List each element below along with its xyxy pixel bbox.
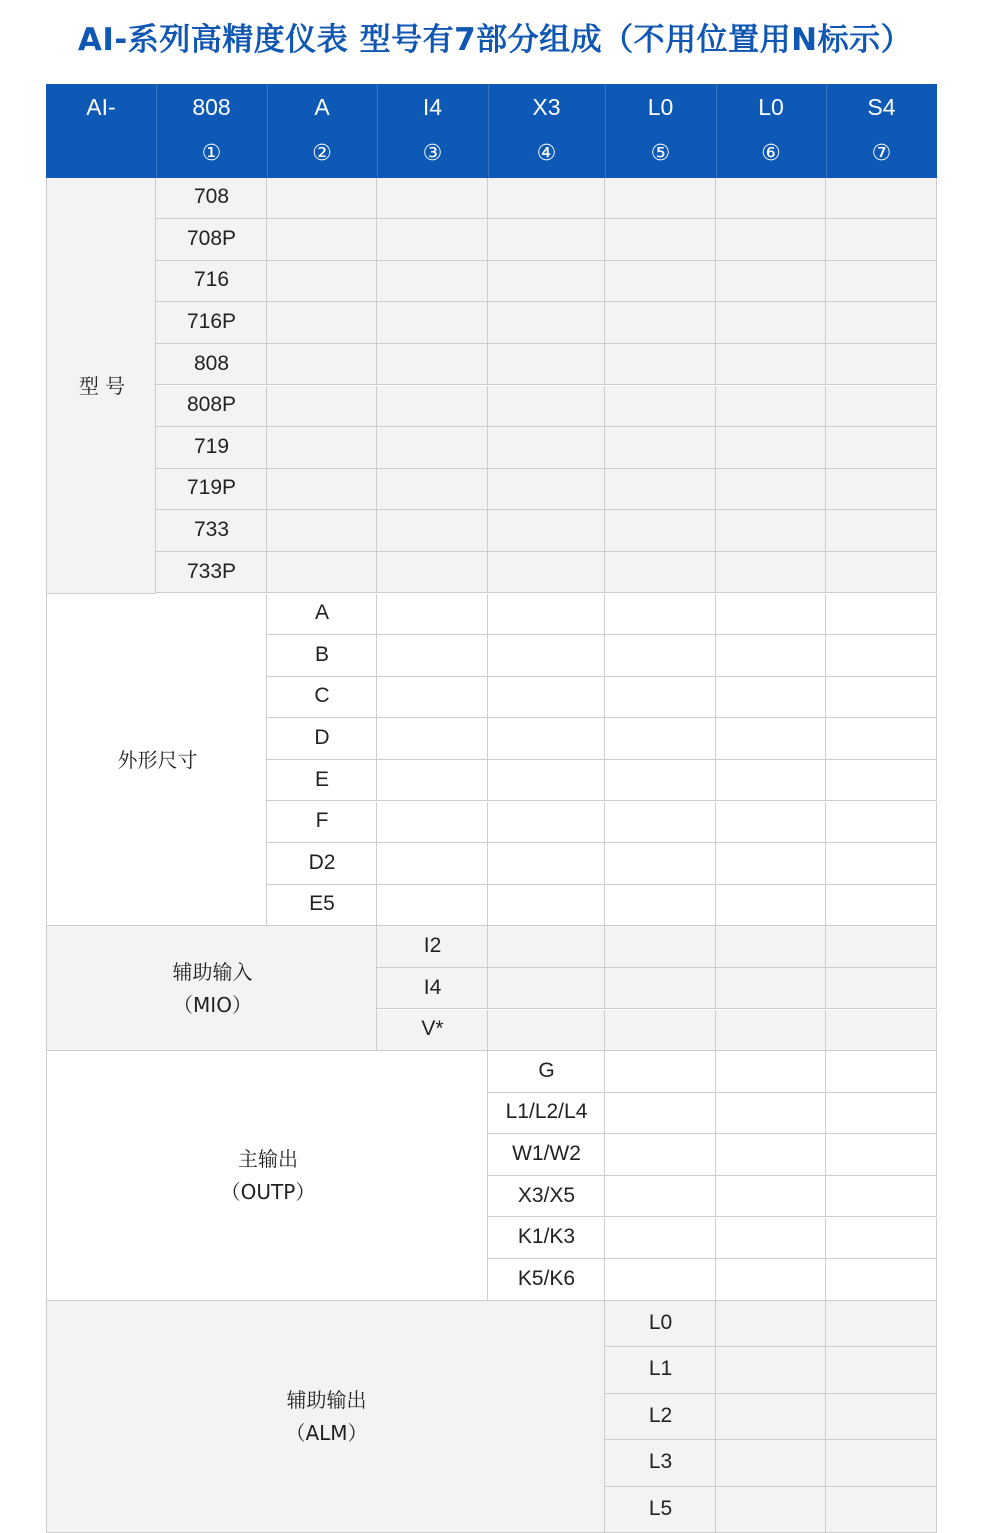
empty-cell: [267, 344, 377, 386]
empty-cell: [488, 344, 605, 386]
empty-cell: [826, 885, 937, 927]
empty-cell: [488, 302, 605, 344]
empty-cell: [267, 219, 377, 261]
empty-cell: [826, 552, 937, 594]
empty-cell: [377, 843, 488, 885]
empty-cell: [605, 178, 716, 220]
empty-cell: [377, 677, 488, 719]
empty-cell: [488, 635, 605, 677]
option-code-size: C: [314, 684, 330, 708]
group-label-line: （ALM）: [285, 1420, 368, 1445]
empty-cell: [826, 926, 937, 968]
option-code-model: 716P: [186, 310, 237, 334]
empty-cell: [826, 1487, 937, 1533]
header-position-5: ⑤: [650, 141, 671, 166]
group-label-line: 主输出: [238, 1146, 298, 1171]
code-cell: [377, 1010, 488, 1052]
empty-cell: [488, 594, 605, 636]
header-value-3: I4: [422, 94, 443, 120]
option-code-model: 708: [193, 185, 230, 209]
empty-cell: [605, 427, 716, 469]
empty-cell: [716, 552, 826, 594]
code-cell: [267, 677, 377, 719]
empty-cell: [826, 344, 937, 386]
empty-cell: [716, 677, 826, 719]
empty-cell: [826, 1218, 937, 1260]
empty-cell: [488, 469, 605, 511]
group-label-text: [47, 1143, 489, 1209]
header-position-1: ①: [201, 141, 222, 166]
empty-cell: [267, 510, 377, 552]
empty-cell: [377, 302, 488, 344]
empty-cell: [605, 510, 716, 552]
code-cell: [156, 302, 267, 344]
empty-cell: [377, 802, 488, 844]
empty-cell: [488, 885, 605, 927]
empty-cell: [605, 1134, 716, 1176]
empty-cell: [826, 302, 937, 344]
empty-cell: [826, 1347, 937, 1394]
empty-cell: [377, 760, 488, 802]
empty-cell: [826, 1176, 937, 1218]
group-label-mio: [46, 926, 377, 1051]
empty-cell: [716, 1010, 826, 1052]
empty-cell: [605, 594, 716, 636]
header-position-7: ⑦: [871, 141, 892, 166]
empty-cell: [605, 386, 716, 428]
option-code-size: A: [314, 601, 329, 625]
header-value-4: X3: [532, 94, 561, 120]
empty-cell: [826, 1093, 937, 1135]
empty-cell: [826, 968, 937, 1010]
empty-cell: [605, 469, 716, 511]
empty-cell: [377, 344, 488, 386]
code-cell: [267, 635, 377, 677]
code-cell: [156, 386, 267, 428]
empty-cell: [826, 427, 937, 469]
empty-cell: [488, 261, 605, 303]
empty-cell: [716, 1176, 826, 1218]
group-label-line: 辅助输入: [172, 959, 253, 984]
option-code-size: D2: [308, 850, 336, 874]
empty-cell: [826, 1010, 937, 1052]
group-label-text: [47, 1384, 606, 1450]
empty-cell: [716, 968, 826, 1010]
empty-cell: [826, 1259, 937, 1301]
empty-cell: [716, 843, 826, 885]
empty-cell: [826, 594, 937, 636]
option-code-alm: L2: [648, 1403, 673, 1427]
empty-cell: [488, 677, 605, 719]
header-prefix: AI-: [86, 94, 116, 120]
code-cell: [488, 1051, 605, 1093]
group-label-text: 外形尺寸: [117, 747, 198, 772]
code-cell: [267, 802, 377, 844]
code-cell: [488, 1218, 605, 1260]
code-cell: [377, 968, 488, 1010]
empty-cell: [716, 926, 826, 968]
option-code-model: 719: [193, 434, 230, 458]
option-code-model: 808: [193, 351, 230, 375]
option-code-alm: L1: [648, 1357, 673, 1381]
empty-cell: [605, 1051, 716, 1093]
empty-cell: [605, 552, 716, 594]
empty-cell: [488, 1010, 605, 1052]
code-cell: [377, 926, 488, 968]
empty-cell: [377, 885, 488, 927]
header-position-6: ⑥: [761, 141, 781, 166]
code-cell: [156, 469, 267, 511]
code-cell: [267, 718, 377, 760]
empty-cell: [716, 302, 826, 344]
empty-cell: [716, 178, 826, 220]
code-cell: [267, 594, 377, 636]
empty-cell: [488, 968, 605, 1010]
empty-cell: [826, 219, 937, 261]
option-code-mio: I2: [423, 934, 442, 958]
empty-cell: [488, 552, 605, 594]
empty-cell: [377, 261, 488, 303]
option-code-model: 808P: [186, 393, 237, 417]
option-code-size: E5: [309, 892, 335, 916]
option-code-outp: K1/K3: [517, 1225, 576, 1249]
empty-cell: [377, 386, 488, 428]
code-cell: [605, 1487, 716, 1533]
option-code-model: 716: [193, 268, 230, 292]
group-label-model: [46, 178, 156, 594]
group-label-line: 辅助输出: [286, 1387, 367, 1412]
option-code-mio: V*: [421, 1017, 444, 1041]
empty-cell: [716, 1093, 826, 1135]
option-code-alm: L0: [648, 1310, 673, 1334]
empty-cell: [716, 1218, 826, 1260]
empty-cell: [826, 469, 937, 511]
empty-cell: [488, 219, 605, 261]
option-code-model: 719P: [186, 476, 237, 500]
option-code-model: 733P: [186, 559, 237, 583]
empty-cell: [605, 677, 716, 719]
empty-cell: [267, 427, 377, 469]
empty-cell: [377, 510, 488, 552]
header-value-6: L0: [758, 94, 784, 120]
code-cell: [488, 1259, 605, 1301]
option-code-alm: L3: [648, 1450, 673, 1474]
group-label-text: [47, 956, 378, 1022]
empty-cell: [488, 718, 605, 760]
code-cell: [605, 1301, 716, 1348]
empty-cell: [826, 760, 937, 802]
group-label-outp: [46, 1051, 488, 1301]
empty-cell: [605, 344, 716, 386]
empty-cell: [488, 802, 605, 844]
empty-cell: [605, 1093, 716, 1135]
empty-cell: [267, 261, 377, 303]
empty-cell: [826, 1394, 937, 1441]
empty-cell: [826, 1134, 937, 1176]
option-code-outp: X3/X5: [517, 1183, 576, 1207]
empty-cell: [377, 469, 488, 511]
code-cell: [488, 1093, 605, 1135]
empty-cell: [716, 718, 826, 760]
empty-cell: [605, 843, 716, 885]
group-label-size: [46, 594, 267, 927]
code-cell: [267, 760, 377, 802]
header-value-1: 808: [192, 94, 231, 120]
empty-cell: [716, 1347, 826, 1394]
empty-cell: [716, 594, 826, 636]
code-cell: [156, 427, 267, 469]
empty-cell: [605, 718, 716, 760]
option-code-mio: I4: [423, 975, 442, 999]
code-cell: [488, 1176, 605, 1218]
empty-cell: [605, 885, 716, 927]
empty-cell: [716, 802, 826, 844]
empty-cell: [826, 510, 937, 552]
empty-cell: [716, 1259, 826, 1301]
empty-cell: [826, 1301, 937, 1348]
code-cell: [156, 552, 267, 594]
header-position-2: ②: [312, 141, 332, 166]
code-cell: [156, 510, 267, 552]
option-code-size: F: [315, 809, 329, 833]
empty-cell: [716, 635, 826, 677]
code-cell: [488, 1134, 605, 1176]
header-position-3: ③: [422, 141, 443, 166]
code-cell: [156, 261, 267, 303]
empty-cell: [716, 760, 826, 802]
header-bar: [46, 84, 937, 178]
empty-cell: [716, 469, 826, 511]
empty-cell: [488, 386, 605, 428]
empty-cell: [605, 926, 716, 968]
empty-cell: [488, 760, 605, 802]
empty-cell: [605, 635, 716, 677]
option-code-model: 708P: [186, 226, 237, 250]
empty-cell: [377, 635, 488, 677]
empty-cell: [488, 926, 605, 968]
empty-cell: [605, 968, 716, 1010]
header-position-4: ④: [536, 141, 557, 166]
empty-cell: [716, 219, 826, 261]
empty-cell: [826, 261, 937, 303]
header-value-7: S4: [867, 94, 896, 120]
option-code-outp: W1/W2: [512, 1142, 581, 1166]
empty-cell: [716, 427, 826, 469]
empty-cell: [605, 261, 716, 303]
empty-cell: [377, 594, 488, 636]
option-code-size: B: [314, 642, 329, 666]
empty-cell: [605, 760, 716, 802]
group-label-line: （OUTP）: [220, 1179, 316, 1204]
empty-cell: [267, 302, 377, 344]
code-cell: [267, 885, 377, 927]
empty-cell: [488, 510, 605, 552]
empty-cell: [826, 386, 937, 428]
code-cell: [605, 1347, 716, 1394]
code-cell: [605, 1440, 716, 1487]
empty-cell: [377, 427, 488, 469]
empty-cell: [826, 1051, 937, 1093]
group-label-text: 型 号: [78, 373, 126, 398]
empty-cell: [716, 1394, 826, 1441]
empty-cell: [716, 1487, 826, 1533]
page-title: AI-系列高精度仪表 型号有7部分组成（不用位置用N标示）: [77, 22, 913, 58]
empty-cell: [267, 178, 377, 220]
empty-cell: [605, 1176, 716, 1218]
empty-cell: [826, 635, 937, 677]
empty-cell: [377, 718, 488, 760]
empty-cell: [488, 427, 605, 469]
option-code-outp: K5/K6: [517, 1266, 576, 1290]
header-value-2: A: [314, 94, 330, 120]
empty-cell: [267, 386, 377, 428]
option-code-alm: L5: [648, 1496, 673, 1520]
empty-cell: [826, 802, 937, 844]
code-cell: [605, 1394, 716, 1441]
empty-cell: [377, 552, 488, 594]
empty-cell: [377, 178, 488, 220]
empty-cell: [605, 1259, 716, 1301]
option-code-outp: L1/L2/L4: [505, 1100, 588, 1124]
empty-cell: [826, 1440, 937, 1487]
empty-cell: [716, 1051, 826, 1093]
empty-cell: [716, 510, 826, 552]
code-cell: [156, 219, 267, 261]
option-code-size: E: [314, 767, 329, 791]
empty-cell: [716, 261, 826, 303]
option-code-model: 733: [193, 518, 230, 542]
empty-cell: [716, 1301, 826, 1348]
empty-cell: [716, 1440, 826, 1487]
option-code-outp: G: [538, 1058, 555, 1082]
header-value-5: L0: [647, 94, 674, 120]
empty-cell: [716, 344, 826, 386]
code-cell: [156, 178, 267, 220]
empty-cell: [488, 178, 605, 220]
empty-cell: [605, 802, 716, 844]
empty-cell: [605, 1218, 716, 1260]
empty-cell: [826, 843, 937, 885]
group-label-line: （MIO）: [173, 992, 252, 1017]
code-cell: [156, 344, 267, 386]
code-cell: [267, 843, 377, 885]
option-code-size: D: [314, 726, 330, 750]
empty-cell: [605, 302, 716, 344]
empty-cell: [826, 178, 937, 220]
empty-cell: [826, 677, 937, 719]
empty-cell: [605, 219, 716, 261]
empty-cell: [488, 843, 605, 885]
empty-cell: [826, 718, 937, 760]
empty-cell: [716, 386, 826, 428]
empty-cell: [267, 469, 377, 511]
empty-cell: [267, 552, 377, 594]
group-label-alm: [46, 1301, 605, 1533]
empty-cell: [716, 885, 826, 927]
empty-cell: [716, 1134, 826, 1176]
empty-cell: [605, 1010, 716, 1052]
empty-cell: [377, 219, 488, 261]
